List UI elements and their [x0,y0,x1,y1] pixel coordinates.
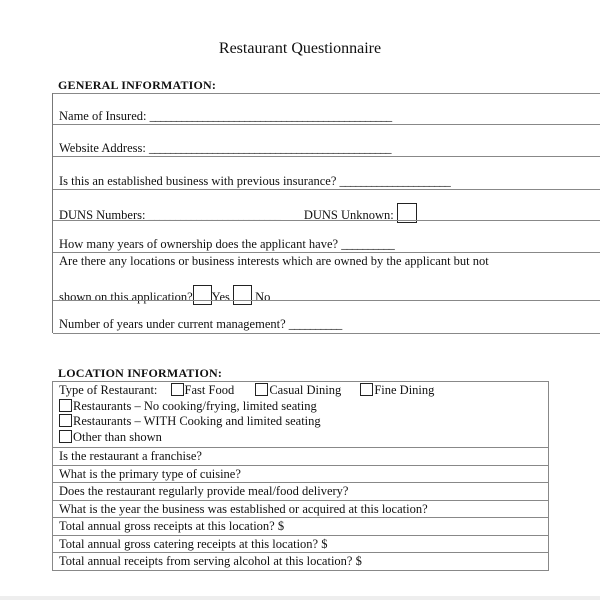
other-locations-yes-checkbox[interactable] [193,285,212,305]
fast-food-label: Fast Food [184,383,235,397]
location-information-heading: LOCATION INFORMATION: [58,366,223,380]
other-locations-label: shown on this application? [59,290,193,304]
cuisine-question[interactable]: What is the primary type of cuisine? [53,466,548,484]
name-of-insured-input[interactable]: ______________________________________________ [149,109,392,123]
website-address-field[interactable] [59,141,390,156]
duns-numbers-input[interactable]: _________________________ [148,208,280,222]
website-address-label: Website Address: [59,141,146,155]
gross-receipts-question[interactable]: Total annual gross receipts at this location? $ [53,518,548,536]
ownership-years-label: How many years of ownership does the applicant have? [59,237,339,251]
subtype-other-row [59,430,544,446]
page-bottom-edge [0,596,600,600]
duns-numbers-label: DUNS Numbers: [59,208,146,222]
fine-dining-label: Fine Dining [374,383,435,397]
other-locations-no-checkbox[interactable] [233,285,252,305]
other-locations-answer [59,285,270,305]
with-cooking-label: Restaurants – WITH Cooking and limited seating [73,414,321,428]
casual-dining-label: Casual Dining [269,383,342,397]
casual-dining-checkbox[interactable] [255,383,268,396]
yes-label: Yes [211,290,230,304]
management-years-input[interactable]: __________ [288,317,342,331]
duns-unknown-label: DUNS Unknown: [303,208,394,222]
with-cooking-checkbox[interactable] [59,414,72,427]
other-locations-question: Are there any locations or business interests which are owned by the applicant but not [59,254,489,268]
ownership-years-input[interactable]: __________ [341,237,394,251]
general-information-table [52,93,600,333]
subtype-with-cooking-row [59,414,544,430]
location-information-table [52,381,549,571]
franchise-question[interactable]: Is the restaurant a franchise? [53,448,548,466]
fine-dining-checkbox[interactable] [360,383,373,396]
management-years-label: Number of years under current management? [59,317,286,331]
delivery-question[interactable]: Does the restaurant regularly provide meal/food delivery? [53,483,548,501]
catering-receipts-question[interactable]: Total annual gross catering receipts at this location? $ [53,536,548,554]
restaurant-type-label: Type of Restaurant: [59,383,158,397]
other-label: Other than shown [73,429,162,444]
restaurant-type-row [59,383,544,399]
ownership-years-field[interactable] [59,237,394,252]
subtype-no-cooking-row [59,399,544,415]
name-of-insured-field[interactable] [59,109,391,124]
website-address-input[interactable]: ______________________________________________ [148,141,391,155]
general-information-heading: GENERAL INFORMATION: [58,78,217,92]
alcohol-receipts-question[interactable]: Total annual receipts from serving alcohol at this location? $ [53,553,548,571]
management-years-field[interactable] [59,317,341,332]
other-checkbox[interactable] [59,430,72,443]
no-label: No [255,290,271,304]
fast-food-checkbox[interactable] [171,383,184,396]
no-cooking-label: Restaurants – No cooking/frying, limited seating [73,398,317,413]
page-title: Restaurant Questionnaire [218,40,382,57]
year-established-question[interactable]: What is the year the business was established or acquired at this location? [53,501,548,519]
established-business-label: Is this an established business with previous insurance? [59,174,337,188]
no-cooking-checkbox[interactable] [59,399,72,412]
established-business-input[interactable]: _____________________ [339,174,450,188]
name-of-insured-label: Name of Insured: [59,109,147,123]
restaurant-type-cell [53,382,548,448]
established-business-field[interactable] [59,174,450,189]
